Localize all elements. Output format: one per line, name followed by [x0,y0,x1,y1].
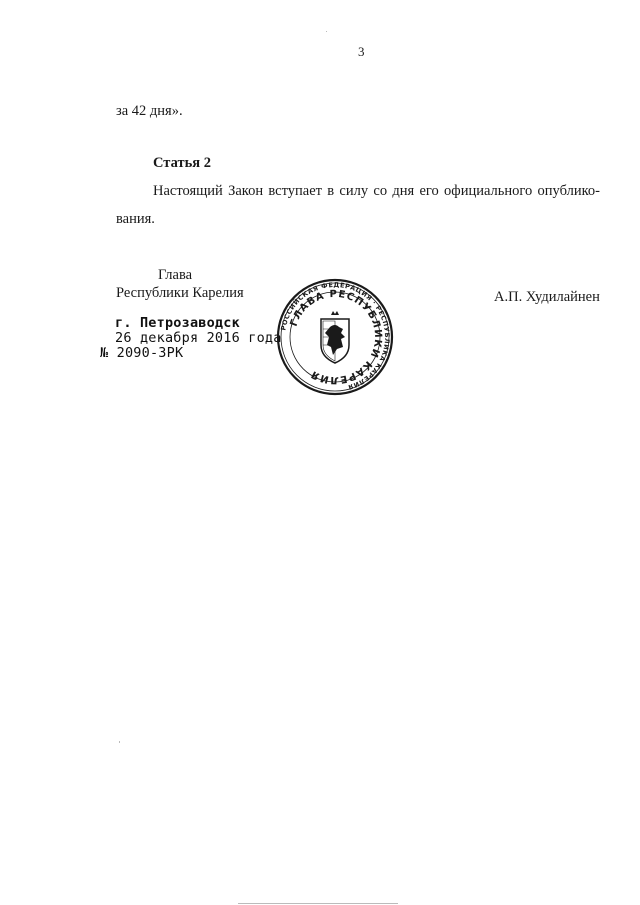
stamp-date: 26 декабря 2016 года [115,330,282,346]
page-number: 3 [358,44,365,59]
signatory-title-line-2: Республики Карелия [116,285,244,301]
stamp-number: № 2090-ЗРК [100,345,184,361]
article-text-line-1: Настоящий Закон вступает в силу со дня его официального опублико- [153,183,600,199]
article-title: Статья 2 [153,155,211,171]
continuation-text: за 42 дня». [116,103,183,119]
stamp-place: г. Петрозаводск [115,315,240,331]
seal-inner-text: ГЛАВА РЕСПУБЛИКИ КАРЕЛИЯ [288,288,384,386]
seal-icon [275,277,395,397]
article-text-line-2: вания. [116,211,155,227]
scan-artifact [238,903,398,904]
coat-of-arms-icon [321,311,349,363]
signatory-title-line-1: Глава [158,267,193,283]
scan-artifact [326,31,327,32]
seal-outer-text: РОССИЙСКАЯ ФЕДЕРАЦИЯ · РЕСПУБЛИКА КАРЕЛИЯ [279,280,392,392]
signatory-name: А.П. Худилайнен [494,289,600,305]
scan-artifact [119,741,120,743]
official-seal [275,277,395,397]
